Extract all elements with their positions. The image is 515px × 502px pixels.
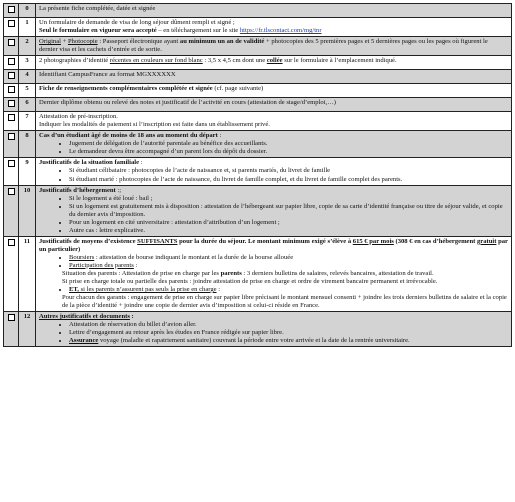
table-row (4, 236, 512, 311)
row-line: Un formulaire de demande de visa de long séjour dûment rempli et signé ; (39, 19, 235, 27)
list-item: • Le demandeur devra être accompagné d’un parent lors du dépôt du dossier. (69, 148, 508, 156)
row-text-part: pour la durée du séjour. Le montant minimum exigé s’élève à (177, 237, 353, 245)
table-row (4, 56, 512, 70)
section-title: Justificatifs de la situation familiale (39, 159, 140, 167)
row-text-part: + photocopies des 5 premières pages et 5 dernières pages ou les pages où figurent le dernier visa et les cachets d’entrée et de sortie. (39, 38, 488, 54)
row-text (36, 18, 512, 37)
row-bold-text: Seul le formulaire en vigueur sera accepté (39, 27, 157, 35)
list-item: • Si étudiant marié : photocopies de l’acte de naissance, du livret de famille complet, et du livret de famille complet des parents. (69, 176, 508, 184)
row-line: Attestation de pré-inscription. (39, 113, 118, 121)
row-bold-text: Fiche de renseignements complémentaires complétée et signée (39, 85, 213, 93)
checkbox[interactable] (8, 39, 15, 46)
checkbox[interactable] (8, 100, 15, 107)
list-item: • Jugement de délégation de l’autorité parentale au bénéfice des accueillants. (69, 140, 508, 148)
checkbox[interactable] (8, 133, 15, 140)
checkbox-cell (4, 236, 19, 311)
sub-paragraph: Pour chacun des garants : engagement de prise en charge sur papier libre précisant le montant mensuel consenti + joindre les trois derniers bulletins de salaire et la copie de la pièce d’identité + joindre une copie de dernier avis d’imposition si celui-ci réside en France. (62, 293, 507, 309)
list-item (69, 337, 508, 345)
list-item: • Si étudiant célibataire : photocopies de l’acte de naissance et, si parents mariés, du livret de famille (69, 167, 508, 175)
row-text-part: sur le formulaire à l’emplacement indiqué. (282, 57, 397, 65)
row-text (36, 112, 512, 131)
checkbox-cell (4, 131, 19, 158)
underlined-text: Original (39, 38, 61, 46)
section-title: Cas d’un étudiant âgé de moins de 18 ans au moment du départ (39, 132, 218, 140)
table-row (4, 18, 512, 37)
table-row (4, 84, 512, 98)
row-text-part: voyage (maladie et rapatriement sanitaire) couvrant la période entre votre arrivée et la date de la rentrée universitaire. (98, 337, 410, 345)
checkbox[interactable] (8, 188, 15, 195)
table-row (4, 4, 512, 18)
row-text-part: :; (115, 186, 122, 194)
row-number: 12 (19, 312, 36, 347)
tlscontact-link[interactable]: https://fr.tlscontact.com/mg/tnr (239, 27, 322, 35)
underlined-text: Boursiers (69, 253, 95, 261)
row-number: 9 (19, 158, 36, 185)
row-text (36, 84, 512, 98)
bullet-list (39, 321, 508, 345)
table-row (4, 98, 512, 112)
checkbox[interactable] (8, 86, 15, 93)
checkbox[interactable] (8, 114, 15, 121)
row-bold-text: parents (220, 269, 242, 277)
section-title (39, 238, 508, 253)
row-number: 11 (19, 236, 36, 311)
row-text-part: : (133, 261, 138, 269)
table-row (4, 112, 512, 131)
row-line: Indiquer les modalités de paiement si l’inscription est faite dans un établissement privé. (39, 121, 270, 129)
row-number: 0 (19, 4, 36, 18)
checkbox-cell (4, 18, 19, 37)
bullet-list (39, 195, 508, 235)
checkbox[interactable] (8, 314, 15, 321)
row-text-part: 2 photographies d’identité (39, 57, 110, 65)
bullet-list (39, 286, 508, 294)
row-text (36, 131, 512, 158)
row-text-part: (cf. page suivante) (212, 85, 264, 93)
row-number: 10 (19, 185, 36, 236)
checkbox[interactable] (8, 20, 15, 27)
list-item (69, 262, 508, 270)
checkbox-cell (4, 56, 19, 70)
list-item (69, 254, 508, 262)
row-text-part: : Passeport électronique ayant (97, 38, 180, 46)
bullet-list (39, 140, 508, 156)
list-item (69, 286, 508, 294)
list-item: • Autre cas : lettre explicative. (69, 227, 508, 235)
checkbox-cell (4, 312, 19, 347)
row-text (36, 56, 512, 70)
checkbox-cell (4, 84, 19, 98)
bold-underlined-text: collée (266, 57, 283, 65)
underlined-text: Participation des parents (69, 261, 134, 269)
checkbox[interactable] (8, 160, 15, 167)
row-text-part: : (217, 132, 222, 140)
row-text-part: : 3,5 x 4,5 cm dont une (202, 57, 267, 65)
row-number: 2 (19, 37, 36, 56)
table-row (4, 312, 512, 347)
row-text-part: Situation des parents : Attestation de prise en charge par les (62, 269, 221, 277)
table-row (4, 70, 512, 84)
bold-underlined-text: ET, (69, 285, 79, 293)
sub-paragraph: Si prise en charge totale ou partielle des parents : joindre attestation de prise en charge et ordre de virement bancaire permanent et irrévocable. (62, 277, 438, 285)
checkbox[interactable] (8, 58, 15, 65)
row-number: 5 (19, 84, 36, 98)
row-text (36, 312, 512, 347)
checkbox-cell (4, 37, 19, 56)
row-text: Dernier diplôme obtenu ou relevé des notes et justificatif de l’activité en cours (attestation de stage/d’emploi,…) (36, 98, 512, 112)
row-text-part: : attestation de bourse indiquant le montant et la durée de la bourse allouée (94, 253, 294, 261)
underlined-text: 615 € par mois (352, 237, 394, 245)
row-text-part: : 3 derniers bulletins de salaires, relevés bancaires, attestation de travail. (241, 269, 434, 277)
checkbox-cell (4, 98, 19, 112)
checkbox[interactable] (8, 6, 15, 13)
row-text-part: : (139, 159, 143, 167)
checkbox[interactable] (8, 239, 15, 246)
row-text-part: par un particulier) (39, 237, 508, 253)
list-item: • Si un logement est gratuitement mis à disposition : attestation de l’hébergeant sur papier libre, copie de sa carte d’identité française ou titre de séjour valide, et copie du dernier avis d’imposition. (69, 203, 508, 219)
checkbox-cell (4, 185, 19, 236)
row-text-part: + (60, 38, 68, 46)
underlined-text: SUFFISANTS (137, 237, 178, 245)
row-text (36, 37, 512, 56)
list-item: • Lettre d’engagement au retour après les études en France rédigée sur papier libre. (69, 329, 508, 337)
list-item: • Pour un logement en cité universitaire : attestation d’attribution d’un logement ; (69, 219, 508, 227)
table-row (4, 158, 512, 185)
table-row (4, 185, 512, 236)
row-text-part: Justificatifs de moyens d’existence (39, 237, 138, 245)
table-row (4, 37, 512, 56)
row-text (36, 236, 512, 311)
underlined-text: gratuit (477, 237, 497, 245)
list-item: • Si le logement a été loué : bail ; (69, 195, 508, 203)
bold-underlined-text: Assurance (69, 337, 99, 345)
row-number: 4 (19, 70, 36, 84)
row-text-part: : (216, 285, 221, 293)
bullet-list (39, 254, 508, 270)
row-number: 6 (19, 98, 36, 112)
table-row (4, 131, 512, 158)
sub-paragraph (39, 270, 508, 278)
row-text (36, 185, 512, 236)
checkbox-cell (4, 112, 19, 131)
row-number: 7 (19, 112, 36, 131)
row-text-part: – en téléchargement sur le site (156, 27, 240, 35)
section-title: Justificatifs d’hébergement (39, 186, 116, 194)
row-number: 1 (19, 18, 36, 37)
document-checklist-table (3, 3, 512, 347)
checkbox[interactable] (8, 72, 15, 79)
row-number: 8 (19, 131, 36, 158)
row-text-part: : (129, 313, 134, 320)
checkbox-cell (4, 158, 19, 185)
row-number: 3 (19, 56, 36, 70)
row-text: La présente fiche complétée, datée et signée (36, 4, 512, 18)
section-title: Autres justificatifs et documents (39, 313, 130, 320)
row-bold-text: au minimum un an de validité (179, 38, 265, 46)
underlined-text: récentes en couleurs sur fond blanc (109, 57, 203, 65)
row-text (36, 158, 512, 185)
underlined-text: si les parents n’assurent pas seuls la prise en charge (78, 285, 217, 293)
underlined-text: Photocopie (68, 38, 98, 46)
checkbox-cell (4, 70, 19, 84)
row-text: Identifiant CampusFrance au format MGXXXXXX (36, 70, 512, 84)
row-text-part: (308 € en cas d’hébergement (393, 237, 477, 245)
checkbox-cell (4, 4, 19, 18)
list-item: • Attestation de réservation du billet d’avion aller. (69, 321, 508, 329)
bullet-list (39, 167, 508, 183)
